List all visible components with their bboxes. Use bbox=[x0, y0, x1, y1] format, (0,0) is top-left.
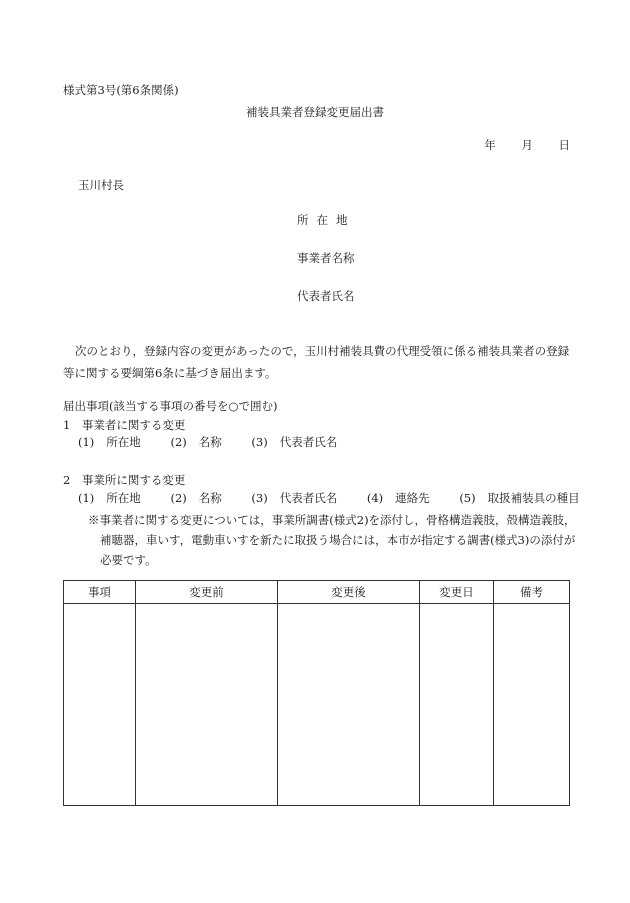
remarks-cell[interactable] bbox=[494, 604, 570, 806]
addressee: 玉川村長 bbox=[78, 178, 124, 192]
date-year-label: 年 bbox=[484, 138, 496, 152]
address-label: 所在地 bbox=[297, 213, 356, 227]
section1-option: (2) 名称 bbox=[170, 435, 222, 449]
company-name-label: 事業者名称 bbox=[297, 251, 355, 265]
date-line bbox=[462, 137, 570, 154]
section1-option: (1) 所在地 bbox=[78, 435, 141, 449]
header-after: 変更後 bbox=[278, 581, 420, 604]
header-before: 変更前 bbox=[136, 581, 278, 604]
representative-name-label: 代表者氏名 bbox=[297, 289, 355, 303]
header-change-date: 変更日 bbox=[420, 581, 494, 604]
date-month-label: 月 bbox=[521, 138, 533, 152]
item-cell[interactable] bbox=[64, 604, 136, 806]
change-date-cell[interactable] bbox=[420, 604, 494, 806]
section1-option: (3) 代表者氏名 bbox=[251, 435, 338, 449]
section1-options bbox=[78, 434, 363, 451]
date-day-label: 日 bbox=[558, 138, 570, 152]
section2-option: (5) 取扱補装具の種目 bbox=[459, 491, 580, 505]
change-table bbox=[63, 580, 570, 806]
section1-title: 1 事業者に関する変更 bbox=[63, 418, 186, 432]
items-heading: 届出事項(該当する事項の番号を○で囲む) bbox=[63, 399, 278, 413]
section2-option: (4) 連絡先 bbox=[366, 491, 430, 505]
document-title: 補装具業者登録変更届出書 bbox=[246, 105, 384, 119]
header-item: 事項 bbox=[64, 581, 136, 604]
section2-option: (3) 代表者氏名 bbox=[251, 491, 338, 505]
table-row bbox=[64, 604, 570, 806]
attachment-note: ※事業者に関する変更については，事業所調書(様式2)を添付し，骨格構造義肢，殻構造義肢，補聴器，車いす，電動車いすを新たに取扱う場合には，本市が指定する調書(様式3)の添付が必要です。 bbox=[88, 513, 576, 567]
body-text: 次のとおり，登録内容の変更があったので，玉川村補装具費の代理受領に係る補装具業者の登録等に関する要綱第6条に基づき届出ます。 bbox=[63, 344, 570, 380]
section2-option: (2) 名称 bbox=[170, 491, 222, 505]
table-header-row bbox=[64, 581, 570, 604]
form-number: 様式第3号(第6条関係) bbox=[63, 83, 179, 97]
after-cell[interactable] bbox=[278, 604, 420, 806]
section2-options bbox=[78, 490, 606, 507]
section2-option: (1) 所在地 bbox=[78, 491, 141, 505]
section2-title: 2 事業所に関する変更 bbox=[63, 473, 186, 487]
before-cell[interactable] bbox=[136, 604, 278, 806]
header-remarks: 備考 bbox=[494, 581, 570, 604]
